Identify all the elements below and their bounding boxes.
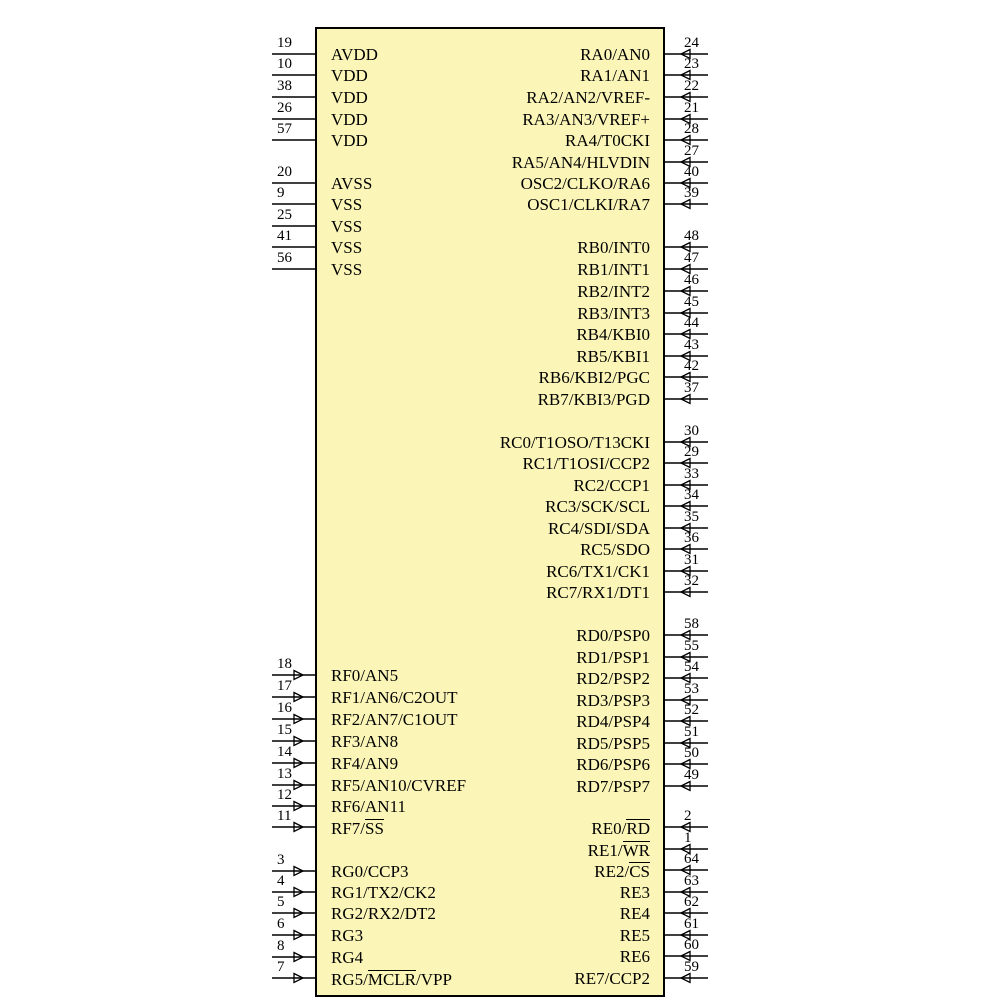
pin-number: 29 <box>684 444 699 460</box>
pin-label: RC3/SCK/SCL <box>545 497 650 516</box>
pin-label: RF6/AN11 <box>331 797 406 816</box>
pin-label: RA3/AN3/VREF+ <box>522 110 650 129</box>
pin-number: 46 <box>684 272 699 288</box>
pin-number: 20 <box>277 164 292 180</box>
pin-number: 62 <box>684 894 699 910</box>
pin-label: RB6/KBI2/PGC <box>538 368 650 387</box>
pin-number: 9 <box>277 185 285 201</box>
pin-number: 14 <box>277 744 292 760</box>
pin-number: 60 <box>684 937 699 953</box>
pin-label: RG0/CCP3 <box>331 862 409 881</box>
pin-label: RG5/MCLR/VPP <box>331 970 452 989</box>
pin-number: 30 <box>684 423 699 439</box>
pin-number: 23 <box>684 56 699 72</box>
pin-number: 27 <box>684 143 699 159</box>
pin-label: RD1/PSP1 <box>576 648 650 667</box>
pin-number: 52 <box>684 702 699 718</box>
pin-label: RB2/INT2 <box>577 282 650 301</box>
pin-label: RC2/CCP1 <box>573 476 650 495</box>
pin-label: VSS <box>331 238 363 257</box>
pin-label: RD2/PSP2 <box>576 669 650 688</box>
pin-number: 3 <box>277 852 285 868</box>
pin-label: RB1/INT1 <box>577 260 650 279</box>
pin-number: 45 <box>684 294 699 310</box>
pin-label: RE0/RD <box>591 819 650 838</box>
pin-number: 57 <box>277 121 292 137</box>
pin-number: 32 <box>684 573 699 589</box>
pin-number: 17 <box>277 678 292 694</box>
pin-label: RF5/AN10/CVREF <box>331 776 467 795</box>
pin-number: 50 <box>684 745 699 761</box>
pin-number: 44 <box>684 315 699 331</box>
pin-label: RB7/KBI3/PGD <box>537 390 650 409</box>
pin-label: RF4/AN9 <box>331 754 399 773</box>
pin-number: 37 <box>684 380 699 396</box>
pin-number: 18 <box>277 656 292 672</box>
pin-label: RB0/INT0 <box>577 238 650 257</box>
pin-label: RE3 <box>619 883 650 902</box>
pin-label: RG3 <box>331 926 364 945</box>
pin-number: 6 <box>277 916 285 932</box>
pin-number: 26 <box>277 100 292 116</box>
pin-number: 39 <box>684 185 699 201</box>
pin-label: RC4/SDI/SDA <box>547 519 650 538</box>
pin-number: 43 <box>684 337 699 353</box>
pin-number: 31 <box>684 552 699 568</box>
pin-number: 1 <box>684 830 692 846</box>
pin-number: 21 <box>684 100 699 116</box>
pin-label: RA2/AN2/VREF- <box>526 88 650 107</box>
pin-number: 19 <box>277 35 292 51</box>
pin-number: 16 <box>277 700 292 716</box>
pin-label: VSS <box>331 195 363 214</box>
pin-label: RD6/PSP6 <box>576 755 650 774</box>
pin-label: RA4/T0CKI <box>565 131 650 150</box>
pin-number: 48 <box>684 228 699 244</box>
pin-number: 61 <box>684 916 699 932</box>
pin-label: VSS <box>331 260 363 279</box>
pin-label: AVSS <box>331 174 373 193</box>
pin-label: RA0/AN0 <box>580 45 650 64</box>
pin-number: 64 <box>684 851 699 867</box>
pin-label: RF3/AN8 <box>331 732 399 751</box>
pin-label: RE1/WR <box>587 841 650 860</box>
pin-number: 4 <box>277 873 285 889</box>
pin-number: 59 <box>684 959 699 975</box>
pin-label: RG2/RX2/DT2 <box>331 904 436 923</box>
pin-label: RD4/PSP4 <box>576 712 650 731</box>
pin-label: RF1/AN6/C2OUT <box>331 688 458 707</box>
pin-label: RA1/AN1 <box>580 66 650 85</box>
pin-number: 12 <box>277 787 292 803</box>
pin-number: 36 <box>684 530 699 546</box>
pin-number: 49 <box>684 767 699 783</box>
pin-label: OSC2/CLKO/RA6 <box>520 174 650 193</box>
pin-label: RC1/T1OSI/CCP2 <box>522 454 650 473</box>
pin-label: VDD <box>331 131 368 150</box>
pin-number: 51 <box>684 724 699 740</box>
pin-label: RB5/KBI1 <box>576 347 650 366</box>
pin-number: 11 <box>277 808 292 824</box>
pin-label: VDD <box>331 110 368 129</box>
pin-number: 24 <box>684 35 699 51</box>
pin-label: RC6/TX1/CK1 <box>546 562 650 581</box>
pin-label: AVDD <box>331 45 378 64</box>
pin-label: RF7/SS <box>331 819 384 838</box>
pin-label: RD5/PSP5 <box>576 734 650 753</box>
pin-number: 54 <box>684 659 699 675</box>
pin-label: RE5 <box>619 926 650 945</box>
pin-label: RE6 <box>619 947 650 966</box>
pin-label: RD0/PSP0 <box>576 626 650 645</box>
pin-label: RF2/AN7/C1OUT <box>331 710 458 729</box>
pin-number: 33 <box>684 466 699 482</box>
pin-number: 10 <box>277 56 292 72</box>
pin-label: RD7/PSP7 <box>576 777 650 796</box>
pin-label: RB4/KBI0 <box>576 325 650 344</box>
pin-number: 41 <box>277 228 292 244</box>
pin-label: RE7/CCP2 <box>574 969 650 988</box>
pin-label: RB3/INT3 <box>577 304 650 323</box>
pin-label: RC5/SDO <box>580 540 650 559</box>
pin-label: RE4 <box>619 904 650 923</box>
pin-number: 47 <box>684 250 699 266</box>
pin-number: 35 <box>684 509 699 525</box>
pin-number: 38 <box>277 78 292 94</box>
pin-number: 42 <box>684 358 699 374</box>
pin-number: 56 <box>277 250 292 266</box>
pin-number: 2 <box>684 808 692 824</box>
pin-number: 7 <box>277 959 285 975</box>
pin-label: RA5/AN4/HLVDIN <box>511 153 650 172</box>
pin-label: RD3/PSP3 <box>576 691 650 710</box>
pin-number: 22 <box>684 78 699 94</box>
pin-number: 55 <box>684 638 699 654</box>
pin-number: 25 <box>277 207 292 223</box>
pin-label: VSS <box>331 217 363 236</box>
pin-label: RG1/TX2/CK2 <box>331 883 436 902</box>
pin-number: 63 <box>684 873 699 889</box>
pin-number: 5 <box>277 894 285 910</box>
pin-label: RG4 <box>331 948 364 967</box>
pin-number: 34 <box>684 487 699 503</box>
pin-label: RC0/T1OSO/T13CKI <box>499 433 650 452</box>
pin-number: 8 <box>277 938 285 954</box>
pin-number: 28 <box>684 121 699 137</box>
pin-label: RC7/RX1/DT1 <box>546 583 650 602</box>
pin-label: RE2/CS <box>594 862 650 881</box>
pin-label: VDD <box>331 66 368 85</box>
pin-label: RF0/AN5 <box>331 666 399 685</box>
pin-number: 58 <box>684 616 699 632</box>
pin-number: 15 <box>277 722 292 738</box>
pin-number: 53 <box>684 681 699 697</box>
pin-number: 13 <box>277 766 292 782</box>
pin-number: 40 <box>684 164 699 180</box>
pin-label: VDD <box>331 88 368 107</box>
pin-label: OSC1/CLKI/RA7 <box>527 195 650 214</box>
